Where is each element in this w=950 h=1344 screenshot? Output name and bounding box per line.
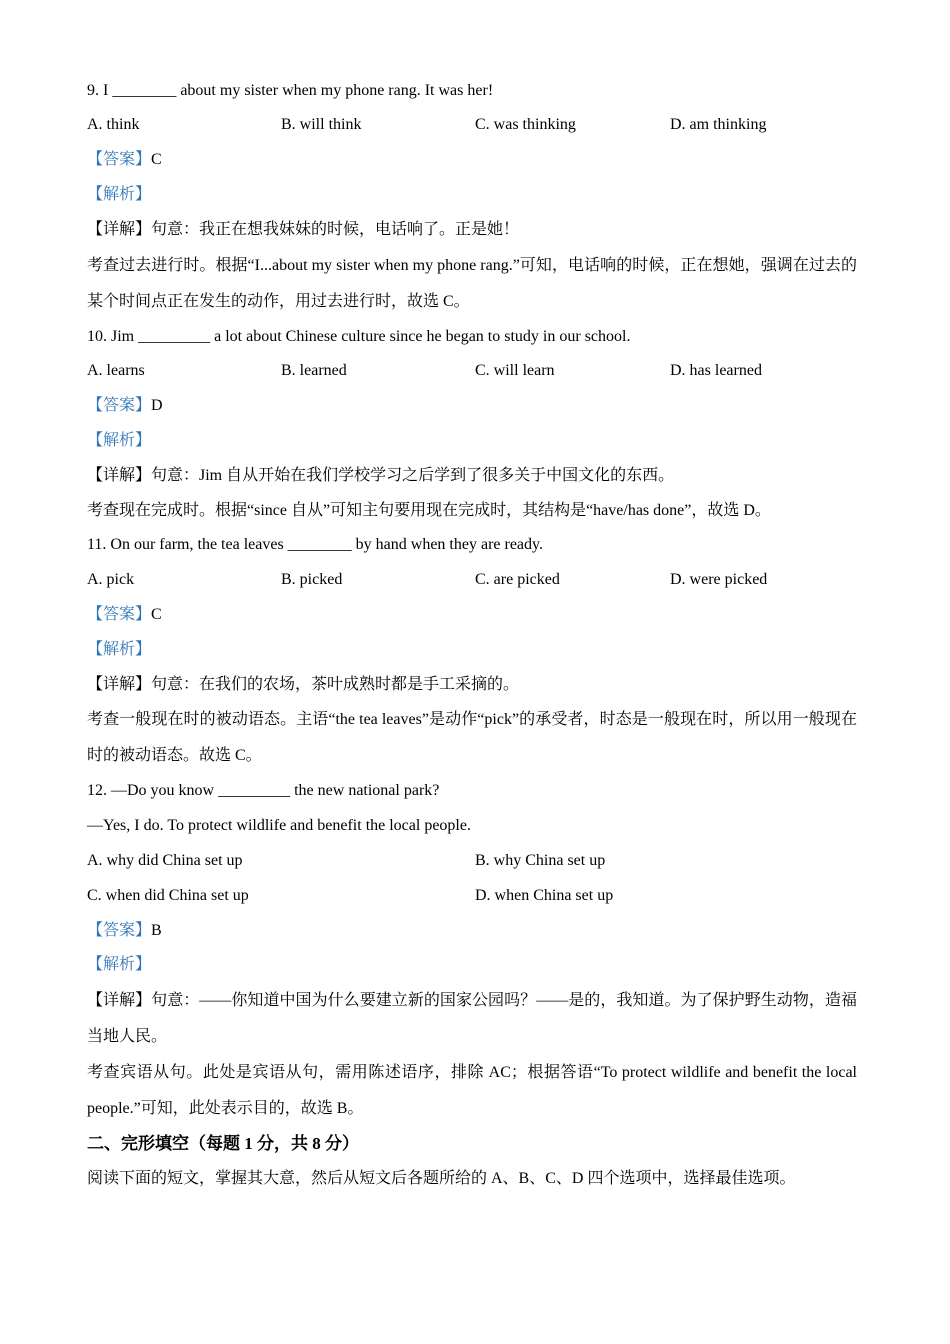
explanation-text: 考查宾语从句。此处是宾语从句，需用陈述语序，排除 AC；根据答语“To protect wildlife and benefit the local people.”可知，此处表示目的，故选 B。 [87,1064,857,1118]
analysis-label: 【解析】 [87,185,152,203]
answer-line [87,914,857,949]
option-c: C. when did China set up [87,886,249,904]
question-stem: 12. —Do you know _________ the new national park? [87,782,440,800]
answer-value: D [151,397,163,415]
detail-text: 【详解】句意：Jim 自从开始在我们学校学习之后学到了很多关于中国文化的东西。 [87,466,675,484]
option-a: A. learns [87,362,145,380]
answer-value: C [151,151,162,169]
detail-text: 【详解】句意：——你知道中国为什么要建立新的国家公园吗？——是的，我知道。为了保护野生动物，造福当地人民。 [87,992,857,1046]
explanation-text: 考查过去进行时。根据“I...about my sister when my phone rang.”可知，电话响的时候，正在想她，强调在过去的某个时间点正在发生的动作，用过去进行时，故选 C。 [87,256,857,310]
question-stem: 11. On our farm, the tea leaves ________ by hand when they are ready. [87,536,543,554]
analysis-label: 【解析】 [87,640,152,658]
option-c: C. was thinking [475,116,576,134]
answer-value: C [151,605,162,623]
option-c: C. are picked [475,571,560,589]
option-d: D. when China set up [475,886,614,904]
question-stem: 9. I ________ about my sister when my phone rang. It was her! [87,81,494,99]
question-stem: 10. Jim _________ a lot about Chinese culture since he began to study in our school. [87,327,631,345]
options-row [87,563,857,598]
option-d: D. were picked [670,571,768,589]
option-a: A. think [87,116,140,134]
option-c: C. will learn [475,362,555,380]
detail-text: 【详解】句意：我正在想我妹妹的时候，电话响了。正是她！ [87,220,520,238]
answer-line [87,598,857,633]
option-b: B. picked [281,571,343,589]
option-b: B. why China set up [475,851,606,869]
answer-value: B [151,921,162,939]
answer-label: 【答案】 [87,397,152,415]
document-page [87,74,857,1197]
answer-label: 【答案】 [87,921,152,939]
explanation-text: 考查一般现在时的被动语态。主语“the tea leaves”是动作“pick”的承受者，时态是一般现在时，所以用一般现在时的被动语态。故选 C。 [87,711,857,765]
explanation-text: 考查现在完成时。根据“since 自从”可知主句要用现在完成时，其结构是“have/has done”，故选 D。 [87,501,771,519]
option-b: B. will think [281,116,362,134]
section-instruction: 阅读下面的短文，掌握其大意，然后从短文后各题所给的 A、B、C、D 四个选项中，选择最佳选项。 [87,1169,796,1187]
analysis-label: 【解析】 [87,431,152,449]
options-row [87,108,857,143]
options-row [87,879,857,914]
option-a: A. why did China set up [87,851,243,869]
option-a: A. pick [87,571,135,589]
answer-line [87,143,857,178]
option-d: D. has learned [670,362,762,380]
option-d: D. am thinking [670,116,767,134]
analysis-label: 【解析】 [87,956,152,974]
question-reply: —Yes, I do. To protect wildlife and benefit the local people. [87,817,471,835]
detail-text: 【详解】句意：在我们的农场，茶叶成熟时都是手工采摘的。 [87,675,520,693]
options-row [87,354,857,389]
section-title: 二、完形填空（每题 1 分，共 8 分） [87,1134,359,1154]
answer-label: 【答案】 [87,605,152,623]
options-row [87,844,857,879]
answer-line [87,389,857,424]
option-b: B. learned [281,362,347,380]
answer-label: 【答案】 [87,151,152,169]
